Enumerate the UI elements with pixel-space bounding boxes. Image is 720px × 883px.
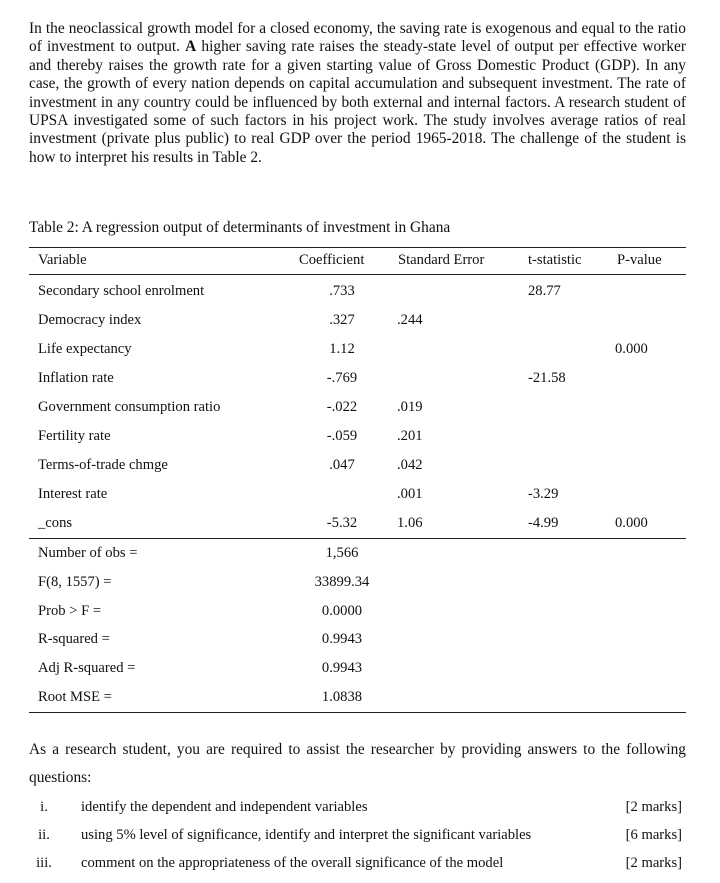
table-row	[29, 451, 686, 480]
stat-row	[29, 539, 686, 568]
regression-table	[29, 247, 686, 713]
cell-standard-error: .201	[397, 428, 423, 444]
stat-value: 0.9943	[321, 631, 363, 648]
header-t-statistic: t-statistic	[528, 252, 582, 268]
cell-variable: _cons	[38, 515, 73, 531]
model-statistics	[29, 539, 686, 713]
question-marks: [2 marks]	[625, 799, 682, 815]
stat-row	[29, 683, 686, 712]
table-row	[29, 335, 686, 364]
stat-value: 33899.34	[314, 573, 370, 590]
stat-label: F(8, 1557) =	[38, 573, 112, 590]
intro-bold-letter: A	[185, 38, 197, 56]
header-p-value: P-value	[617, 252, 662, 268]
table-row	[29, 509, 686, 539]
cell-variable: Life expectancy	[38, 341, 132, 357]
stat-value: 1,566	[325, 545, 359, 561]
table-row	[29, 480, 686, 509]
cell-p-value: 0.000	[615, 341, 648, 357]
cell-t-statistic: -3.29	[528, 486, 559, 502]
cell-standard-error: 1.06	[397, 515, 423, 531]
stat-value: 0.0000	[321, 602, 363, 619]
cell-variable: Fertility rate	[38, 428, 111, 444]
stat-value: 1.0838	[321, 688, 363, 705]
intro-text-part1: In the neoclassical growth model for a closed economy, the saving rate is exogenous and equal to the ratio of investment to output.	[29, 20, 686, 56]
intro-paragraph	[29, 20, 686, 167]
intro-text-part2: higher saving rate raises the steady-state level of output per effective worker and thereby raises the growth rate for a given starting value of Gross Domestic Product (GDP). In any case, the growth of every nation depends on capital accumulation and subsequent investment. The rate of investment in any country could be influenced by both external and internal factors. A research student of UPSA investigated some of such factors in his project work. The study involves average ratios of real investment (private plus public) to real GDP over the period 1965-2018. The challenge of the student is how to interpret his results in Table 2.	[29, 38, 686, 166]
stat-label: Number of obs =	[38, 545, 138, 561]
cell-variable: Terms-of-trade chmge	[38, 457, 168, 473]
stat-label: Root MSE =	[38, 688, 112, 705]
question-text: comment on the appropriateness of the overall significance of the model	[81, 855, 504, 871]
question-text: using 5% level of significance, identify and interpret the significant variables	[81, 827, 532, 843]
question-number: iii.	[36, 855, 52, 871]
cell-standard-error: .001	[397, 486, 423, 502]
stat-label: Prob > F =	[38, 602, 102, 619]
header-standard-error: Standard Error	[398, 252, 485, 268]
stat-row	[29, 625, 686, 654]
cell-coefficient: 1.12	[329, 341, 355, 357]
table-row	[29, 306, 686, 335]
cell-coefficient: -.769	[326, 370, 358, 386]
cell-variable: Inflation rate	[38, 370, 114, 386]
stat-label: Adj R-squared =	[38, 660, 136, 677]
cell-coefficient: -5.32	[326, 515, 358, 531]
cell-variable: Secondary school enrolment	[38, 283, 205, 299]
cell-coefficient: .327	[329, 312, 355, 328]
cell-p-value: 0.000	[615, 515, 648, 531]
stat-row	[29, 597, 686, 626]
cell-variable: Interest rate	[38, 486, 108, 502]
header-variable: Variable	[38, 252, 87, 268]
cell-standard-error: .244	[397, 312, 423, 328]
instructions-paragraph: As a research student, you are required to assist the researcher by providing answers to the following questions:	[29, 741, 686, 786]
cell-coefficient: .733	[329, 283, 355, 299]
table-header-row	[29, 248, 686, 275]
document-page	[29, 20, 686, 871]
table-row	[29, 364, 686, 393]
stat-label: R-squared =	[38, 631, 110, 648]
table-row	[29, 422, 686, 451]
table-caption: Table 2: A regression output of determinants of investment in Ghana	[29, 219, 451, 236]
cell-coefficient: .047	[329, 457, 355, 473]
cell-coefficient: -.022	[326, 399, 358, 415]
cell-t-statistic: -21.58	[528, 370, 566, 386]
cell-standard-error: .019	[397, 399, 423, 415]
table-row	[29, 277, 686, 306]
cell-coefficient: -.059	[326, 428, 358, 444]
stat-row	[29, 568, 686, 597]
question-text: identify the dependent and independent variables	[81, 799, 368, 815]
question-number: ii.	[38, 827, 50, 843]
cell-t-statistic: -4.99	[528, 515, 559, 531]
question-number: i.	[40, 799, 48, 815]
question-marks: [6 marks]	[625, 827, 682, 843]
cell-standard-error: .042	[397, 457, 423, 473]
question-marks: [2 marks]	[625, 855, 682, 871]
cell-variable: Democracy index	[38, 312, 142, 328]
header-coefficient: Coefficient	[299, 252, 365, 268]
stat-row	[29, 654, 686, 683]
cell-variable: Government consumption ratio	[38, 399, 221, 415]
stat-value: 0.9943	[321, 660, 363, 677]
cell-t-statistic: 28.77	[528, 283, 561, 299]
table-row	[29, 393, 686, 422]
